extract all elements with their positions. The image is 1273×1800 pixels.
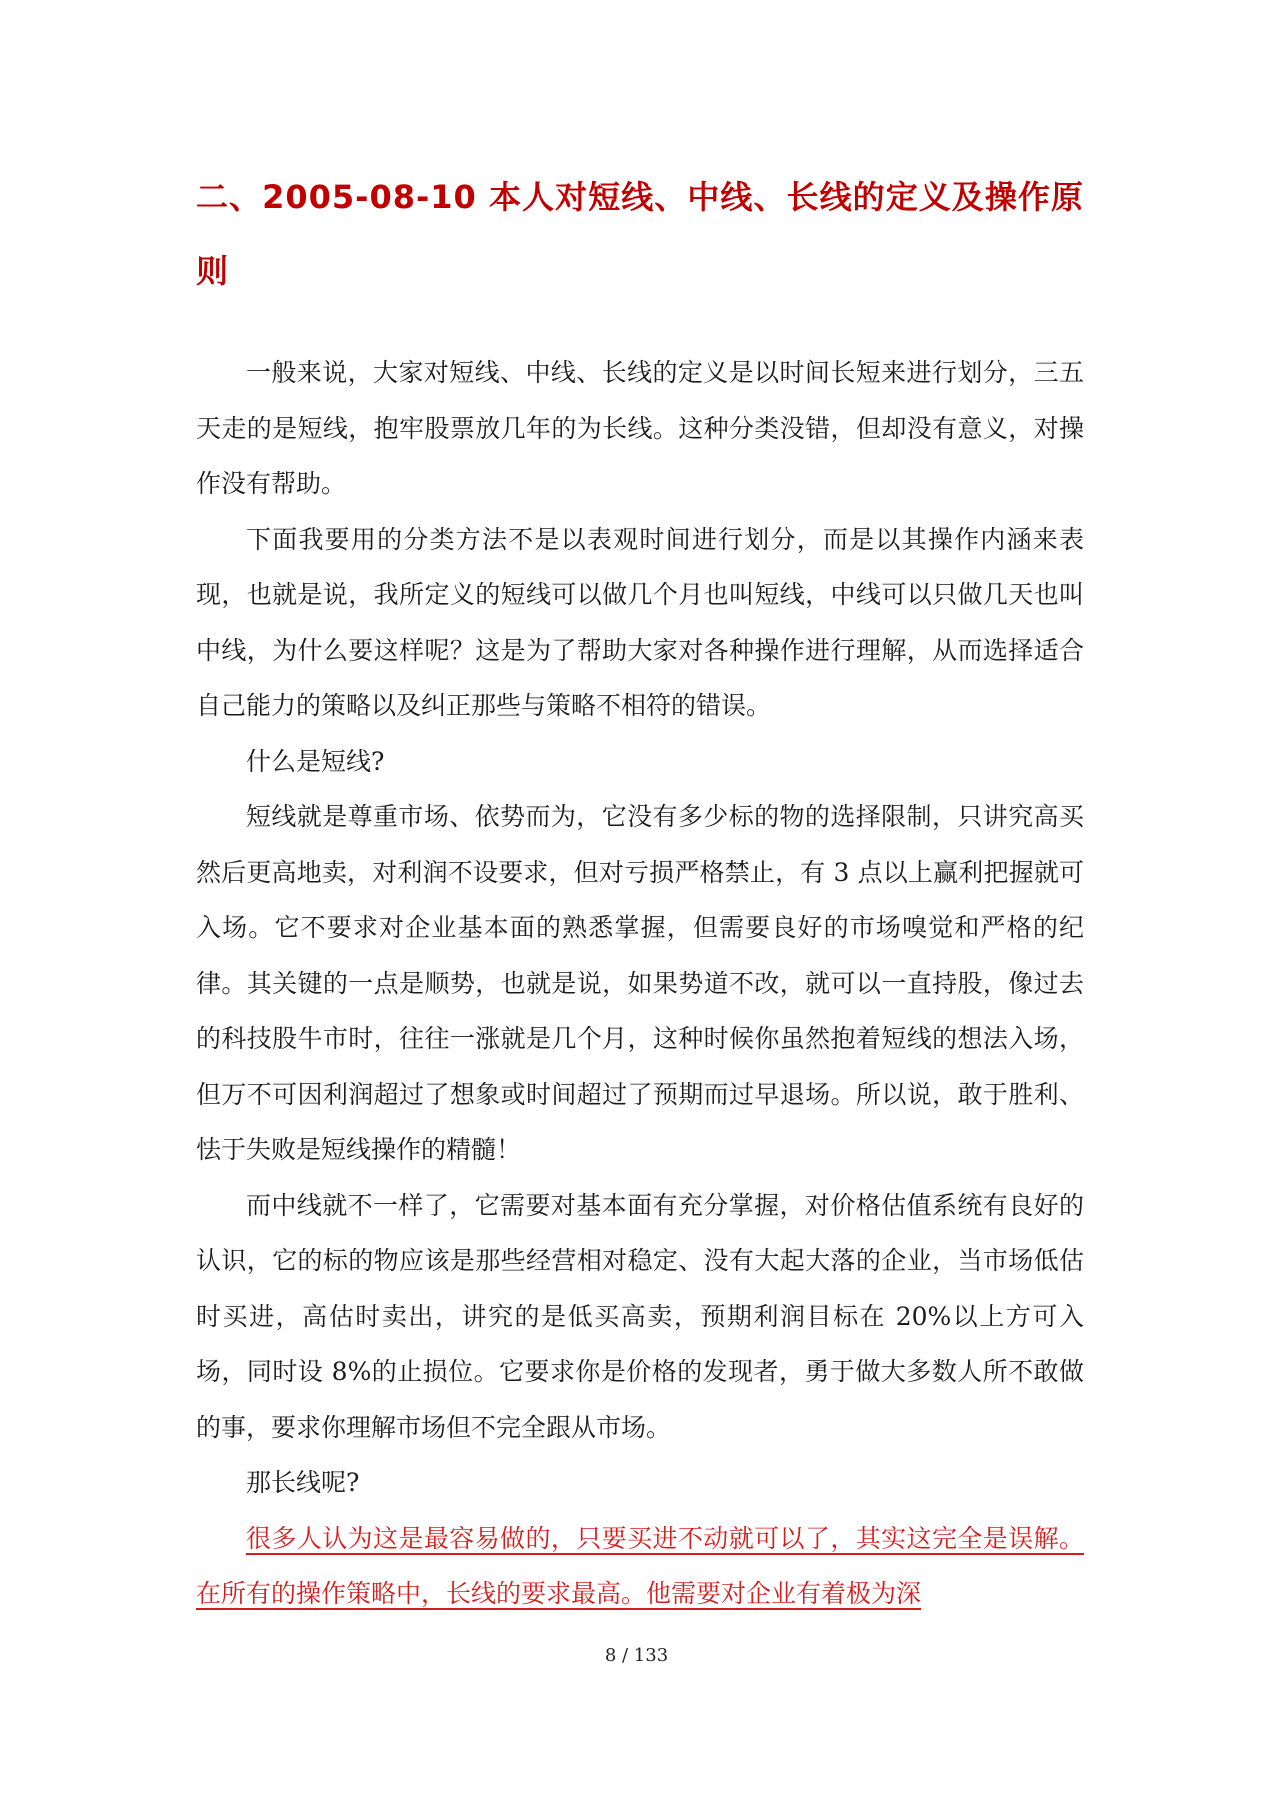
body-text (196, 345, 1084, 1622)
question-short-term: 什么是短线? (246, 746, 385, 776)
paragraph-short-term: 短线就是尊重市场、依势而为，它没有多少标的物的选择限制，只讲究高买然后更高地卖，对利润不设要求，但对亏损严格禁止，有 3 点以上赢利把握就可入场。它不要求对企业基本面的熟悉掌握，但需要良好的市场嗅觉和严格的纪律。其关键的一点是顺势，也就是说，如果势道不改，就可以一直持股，像过去的科技股牛市时，往往一涨就是几个月，这种时候你虽然抱着短线的想法入场，但万不可因利润超过了想象或时间超过了预期而过早退场。所以说，敢于胜利、怯于失败是短线操作的精髓！ (196, 802, 1084, 1164)
paragraph-intro: 一般来说，大家对短线、中线、长线的定义是以时间长短来进行划分，三五天走的是短线，抱牢股票放几年的为长线。这种分类没错，但却没有意义，对操作没有帮助。 (196, 358, 1084, 498)
paragraph-classification: 下面我要用的分类方法不是以表观时间进行划分，而是以其操作内涵来表现，也就是说，我所定义的短线可以做几个月也叫短线，中线可以只做几天也叫中线，为什么要这样呢？这是为了帮助大家对各种操作进行理解，从而选择适合自己能力的策略以及纠正那些与策略不相符的错误。 (196, 524, 1084, 720)
page-number: 8 / 133 (604, 1645, 669, 1666)
page-content (196, 160, 1084, 1622)
paragraph-mid-term: 而中线就不一样了，它需要对基本面有充分掌握，对价格估值系统有良好的认识，它的标的物应该是那些经营相对稳定、没有大起大落的企业，当市场低估时买进，高估时卖出，讲究的是低买高卖，预期利润目标在 20%以上方可入场，同时设 8%的止损位。它要求你是价格的发现者，勇于做大多数人所不敢做的事，要求你理解市场但不完全跟从市场。 (196, 1190, 1084, 1442)
section-heading: 二、2005-08-10 本人对短线、中线、长线的定义及操作原则 (196, 178, 1084, 290)
paragraph-long-term-emphasis: 很多人认为这是最容易做的，只要买进不动就可以了，其实这完全是误解。在所有的操作策略中，长线的要求最高。他需要对企业有着极为深 (196, 1523, 1084, 1608)
question-long-term: 那长线呢? (246, 1468, 360, 1497)
